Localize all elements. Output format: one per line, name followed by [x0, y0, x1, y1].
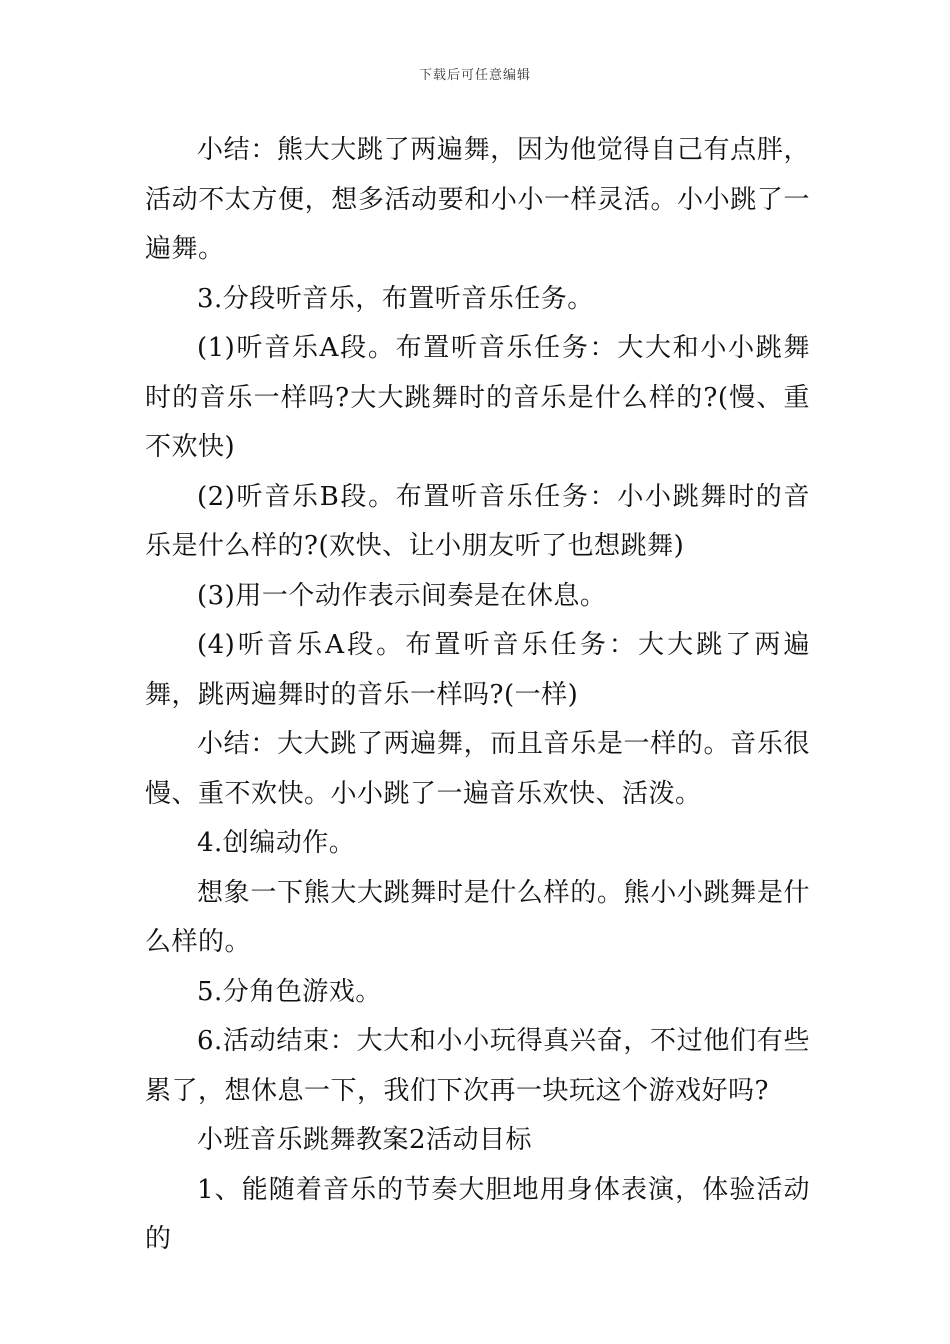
paragraph-step-3-2: (2)听音乐B段。布置听音乐任务：小小跳舞时的音乐是什么样的?(欢快、让小朋友听了也想跳舞): [145, 481, 810, 561]
paragraph-summary-1: 小结：熊大大跳了两遍舞，因为他觉得自己有点胖，活动不太方便，想多活动要和小小一样灵活。小小跳了一遍舞。: [145, 135, 810, 264]
paragraph-step-6: 6.活动结束：大大和小小玩得真兴奋，不过他们有些累了，想休息一下，我们下次再一块玩这个游戏好吗?: [145, 1026, 810, 1106]
paragraph-step-3-1: (1)听音乐A段。布置听音乐任务：大大和小小跳舞时的音乐一样吗?大大跳舞时的音乐是什么样的?(慢、重不欢快): [145, 333, 810, 462]
paragraph-step-3: 3.分段听音乐，布置听音乐任务。: [197, 283, 594, 314]
paragraph-goal-1: 1、能随着音乐的节奏大胆地用身体表演，体验活动的: [145, 1174, 810, 1254]
paragraph-imagine: 想象一下熊大大跳舞时是什么样的。熊小小跳舞是什么样的。: [145, 877, 810, 957]
paragraph-step-4: 4.创编动作。: [197, 828, 356, 858]
paragraph-step-5: 5.分角色游戏。: [197, 976, 382, 1007]
section-title: 小班音乐跳舞教案2活动目标: [197, 1125, 533, 1155]
paragraph-summary-2: 小结：大大跳了两遍舞，而且音乐是一样的。音乐很慢、重不欢快。小小跳了一遍音乐欢快、活泼。: [145, 729, 810, 809]
page-header: 下载后可任意编辑: [418, 68, 531, 83]
paragraph-step-3-4: (4)听音乐A段。布置听音乐任务：大大跳了两遍舞，跳两遍舞时的音乐一样吗?(一样): [145, 630, 810, 710]
document-body: [145, 126, 810, 1265]
paragraph-step-3-3: (3)用一个动作表示间奏是在休息。: [197, 580, 607, 611]
